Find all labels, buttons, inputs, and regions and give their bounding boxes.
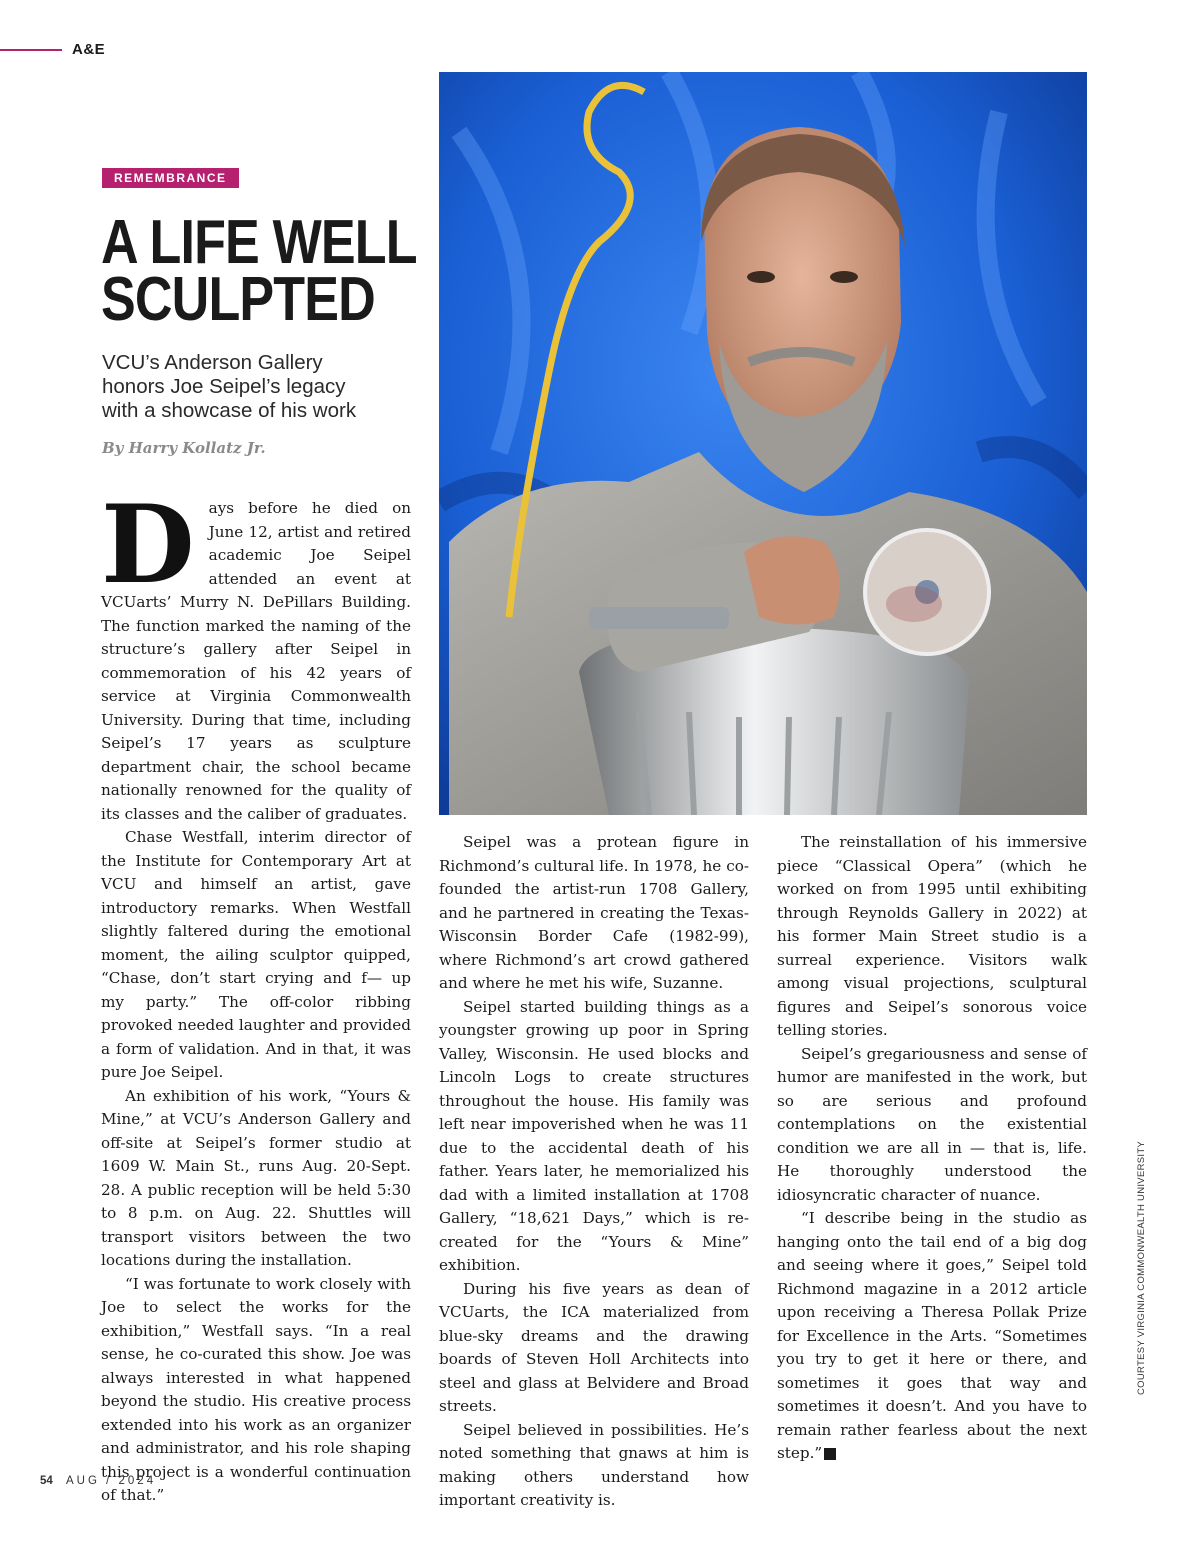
paragraph-1	[101, 482, 411, 826]
section-rule	[0, 49, 62, 51]
hose-fitting	[589, 607, 729, 629]
page-footer	[40, 1475, 156, 1487]
deck	[102, 351, 422, 423]
portrait-photo	[439, 72, 1087, 815]
paragraph-8: Seipel believed in possibilities. He’s noted something that gnaws at him is making others understand how important creativity is.	[439, 1420, 749, 1509]
headline-line-1: A LIFE WELL	[101, 208, 417, 277]
paragraph-4: “I was fortunate to work closely with Joe to select the works for the exhibition,” Westfall says. “In a real sense, he co-curated this show. Joe was always interested in what happened beyond the studio. His creative process extended into his work as an organizer and administrator, and his role shaping this project is a wonderful continuation of that.”	[101, 1274, 411, 1504]
headline	[101, 208, 454, 334]
paragraph-11	[777, 1207, 1087, 1466]
kicker-label: REMEMBRANCE	[102, 168, 239, 188]
paragraph-5: Seipel was a protean figure in Richmond’s cultural life. In 1978, he co-founded the artist-run 1708 Gallery, and he partnered in creating the Texas-Wisconsin Border Cafe (1982-99), where Richmond’s art crowd gathered and where he met his wife, Suzanne.	[439, 833, 749, 992]
paragraph-6: Seipel started building things as a youngster growing up poor in Spring Valley, Wisconsin. He used blocks and Lincoln Logs to create structures throughout the house. His family was left near impoverished when he was 11 due to the accidental death of his father. Years later, he memorialized his dad with a limited installation at 1708 Gallery, “18,621 Days,” which is re-created for the “Yours & Mine” exhibition.	[439, 997, 749, 1274]
paragraph-10: Seipel’s gregariousness and sense of humor are manifested in the work, but so are serious and profound contemplations on the existential condition we are all in — that is, life. He thoroughly understood the idiosyncratic character of nuance.	[777, 1044, 1087, 1204]
headline-line-2: SCULPTED	[101, 265, 375, 334]
deck-line-3: with a showcase of his work	[102, 399, 357, 422]
page-number: 54	[40, 1475, 53, 1487]
deck-line-2: honors Joe Seipel’s legacy	[102, 375, 346, 398]
paragraph-2: Chase Westfall, interim director of the Institute for Contemporary Art at VCU and himself an artist, gave introductory remarks. When Westfall slightly faltered during the emotional moment, the ailing sculptor quipped, “Chase, don’t start crying and f— up my party.” The off-color ribbing provoked needed laughter and provided a form of validation. And in that, it was pure Joe Seipel.	[101, 828, 411, 1081]
paragraph-1-text: ays before he died on June 12, artist and retired academic Joe Seipel attended an event at VCUarts’ Murry N. DePillars Building. The function marked the naming of the structure’s gallery after Seipel in commemoration of his 42 years of service at Virginia Commonwealth University. During that time, including Seipel’s 17 years as sculpture department chair, the school became nationally renowned for the quality of its classes and the caliber of graduates.	[101, 499, 411, 823]
paragraph-3: An exhibition of his work, “Yours & Mine,” at VCU’s Anderson Gallery and off-site at Seipel’s former studio at 1609 W. Main St., runs Aug. 20-Sept. 28. A public reception will be held 5:30 to 8 p.m. on Aug. 22. Shuttles will transport visitors between the two locations during the installation.	[101, 1086, 411, 1269]
body-column-2	[439, 831, 749, 1513]
paragraph-9: The reinstallation of his immersive piece “Classical Opera” (which he worked on from 1995 until exhibiting through Reynolds Gallery in 2022) at his former Main Street studio is a surreal experience. Visitors walk among visual projections, sculptural figures and Seipel’s sonorous voice telling stories.	[777, 833, 1087, 1039]
section-label: A&E	[72, 41, 106, 58]
byline: By Harry Kollatz Jr.	[102, 439, 266, 457]
hand-shape	[744, 536, 840, 624]
issue-date: AUG / 2024	[66, 1475, 157, 1487]
paragraph-11-text: “I describe being in the studio as hanging onto the tail end of a big dog and seeing where it goes,” Seipel told Richmond magazine in a 2012 article upon receiving a Theresa Pollak Prize for Excellence in the Arts. “Sometimes you try to get it here or there, and sometimes it goes that way and sometimes it doesn’t. And you have to remain rather fearless about the next step.”	[777, 1209, 1087, 1462]
paragraph-7: During his five years as dean of VCUarts, the ICA materialized from blue-sky dreams and the drawing boards of Steven Holl Architects into steel and glass at Belvidere and Broad streets.	[439, 1279, 749, 1415]
body-column-3	[777, 831, 1087, 1466]
end-mark-icon: R	[824, 1448, 836, 1460]
portrait-illustration	[439, 72, 1087, 815]
body-column-1	[101, 482, 411, 1508]
deck-line-1: VCU’s Anderson Gallery	[102, 351, 323, 374]
drop-cap: D	[101, 482, 195, 608]
photo-credit-text: COURTESY VIRGINIA COMMONWEALTH UNIVERSITY	[1136, 1140, 1147, 1395]
